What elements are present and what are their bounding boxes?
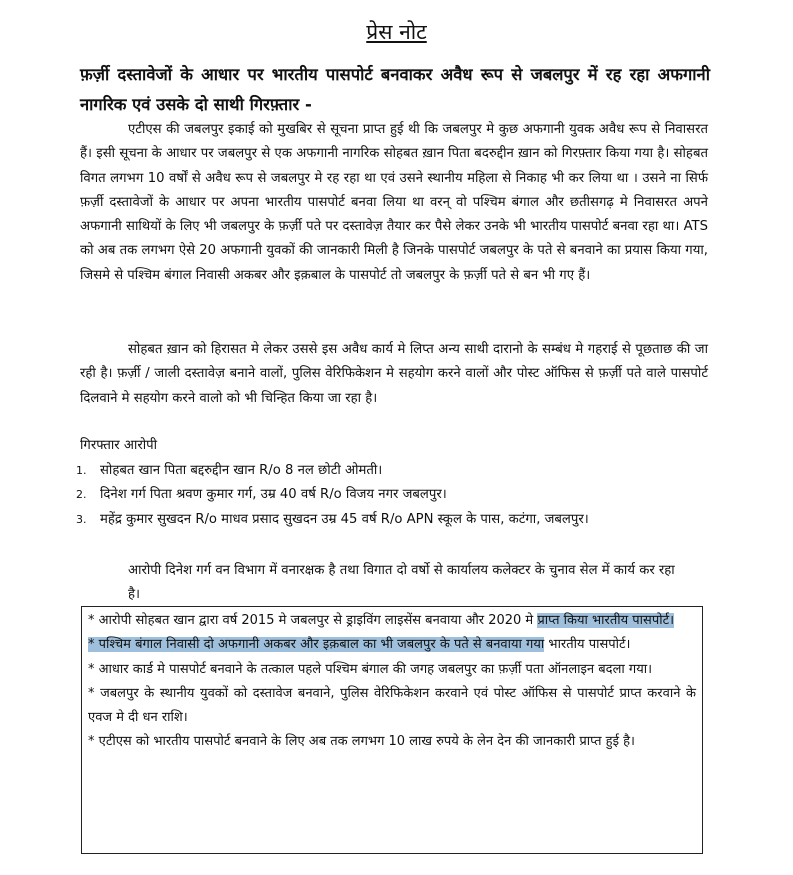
list-item-text: सोहबत खान पिता बद्दरुद्दीन खान R/o 8 नल छोटी ओमती। — [100, 463, 383, 478]
box-item-1 — [88, 609, 696, 633]
box-item-2-text: भारतीय पासपोर्ट। — [544, 637, 631, 653]
box-item-3: * आधार कार्ड मे पासपोर्ट बनवाने के तत्काल पहले पश्चिम बंगाल की जगह जबलपुर का फ़र्ज़ी पता ऑनलाइन बदला गया। — [88, 661, 653, 677]
list-number: 3. — [76, 512, 87, 526]
box-item-1-text: * आरोपी सोहबत खान द्वारा वर्ष 2015 मे जबलपुर से ड्राइविंग लाइसेंस बनवाया और 2020 मे — [88, 613, 538, 628]
list-item — [74, 459, 708, 483]
document-title: प्रेस नोट — [366, 20, 427, 44]
list-item — [74, 483, 708, 507]
headline: फ़र्ज़ी दस्तावेजों के आधार पर भारतीय पासपोर्ट बनवाकर अवैध रूप से जबलपुर में रह रहा अफगानी नागरिक एवं उसके दो साथी गिरफ़्तार - — [80, 65, 710, 114]
paragraph-2-text: सोहबत ख़ान को हिरासत मे लेकर उससे इस अवैध कार्य मे लिप्त अन्य साथी दारानो के सम्बंध मे गहराई से पूछताछ की जा रही है। फ़र्ज़ी / जाली दस्तावेज़ बनाने वालों, पुलिस वेरिफिकेशन मे सहयोग करने वालों और पोस्ट ऑफिस से फ़र्ज़ी पते वाले पासपोर्ट दिलवाने मे सहयोग करने वालो को भी चिन्हित किया जा रहा है। — [80, 342, 708, 406]
accused-list — [74, 459, 708, 532]
arrested-label: गिरफ्तार आरोपी — [80, 438, 158, 453]
highlights-box — [81, 606, 703, 854]
list-number: 1. — [76, 464, 87, 477]
box-item-5: * एटीएस को भारतीय पासपोर्ट बनवाने के लिए अब तक लगभग 10 लाख रुपये के लेन देन की जानकारी प्राप्त हुई है। — [88, 734, 635, 750]
paragraph-3: आरोपी दिनेश गर्ग वन विभाग में वनारक्षक है तथा विगात दो वर्षो से कार्यालय कलेक्टर के चुनाव सेल में कार्य कर रहा है। — [128, 563, 675, 603]
list-item — [74, 508, 708, 532]
selected-text[interactable]: * पश्चिम बंगाल निवासी दो अफगानी अकबर और इक़बाल का भी जबलपुर के पते से बनवाया गया — [88, 637, 545, 653]
paragraph-2 — [80, 338, 708, 411]
list-item-text: दिनेश गर्ग पिता श्रवण कुमार गर्ग, उम्र 40 वर्ष R/o विजय नगर जबलपुर। — [100, 487, 447, 503]
paragraph-1 — [80, 118, 708, 288]
list-number: 2. — [76, 488, 87, 502]
box-item-2 — [88, 633, 696, 657]
paragraph-1-text: एटीएस की जबलपुर इकाई को मुखबिर से सूचना प्राप्त हुई थी कि जबलपुर मे कुछ अफगानी युवक अवैध रूप से निवासरत हैं। इसी सूचना के आधार पर जबलपुर से एक अफगानी नागरिक सोहबत ख़ान पिता बदरुद्दीन ख़ान को गिरफ़्तार किया गया है। सोहबत विगत लगभग 10 वर्षों से अवैध रूप से जबलपुर मे रह रहा था एवं उसने स्थानीय महिला से निकाह भी कर लिया था । उसने ना सिर्फ फ़र्ज़ी दस्तावेजों के आधार पर अपना भारतीय पासपोर्ट बनवा लिया था वरन् वो पश्चिम बंगाल और छतीसगढ़ मे निवासरत अपने अफगानी साथियों के लिए भी जबलपुर के फ़र्ज़ी पते पर दस्तावेज़ तैयार कर पैसे लेकर उनके भी भारतीय पासपोर्ट बनवा रहा था। ATS को अब तक लगभग ऐसे 20 अफगानी युवकों की जानकारी मिली है जिनके पासपोर्ट जबलपुर के पते से बनवाने का प्रयास किया गया, जिसमे से पश्चिम बंगाल निवासी अकबर और इक़बाल के पासपोर्ट तो जबलपुर के फ़र्ज़ी पते से बन भी गए हैं। — [80, 122, 708, 283]
box-item-4: * जबलपुर के स्थानीय युवकों को दस्तावेज बनवाने, पुलिस वेरिफिकेशन करवाने एवं पोस्ट ऑफिस से पासपोर्ट प्राप्त करवाने के एवज मे दी धन राशि। — [88, 685, 696, 726]
selected-text[interactable]: प्राप्त किया भारतीय पासपोर्ट। — [537, 613, 675, 628]
list-item-text: महेंद्र कुमार सुखदन R/o माधव प्रसाद सुखदन उम्र 45 वर्ष R/o APN स्कूल के पास, कटंगा, जबलपुर। — [100, 511, 589, 527]
